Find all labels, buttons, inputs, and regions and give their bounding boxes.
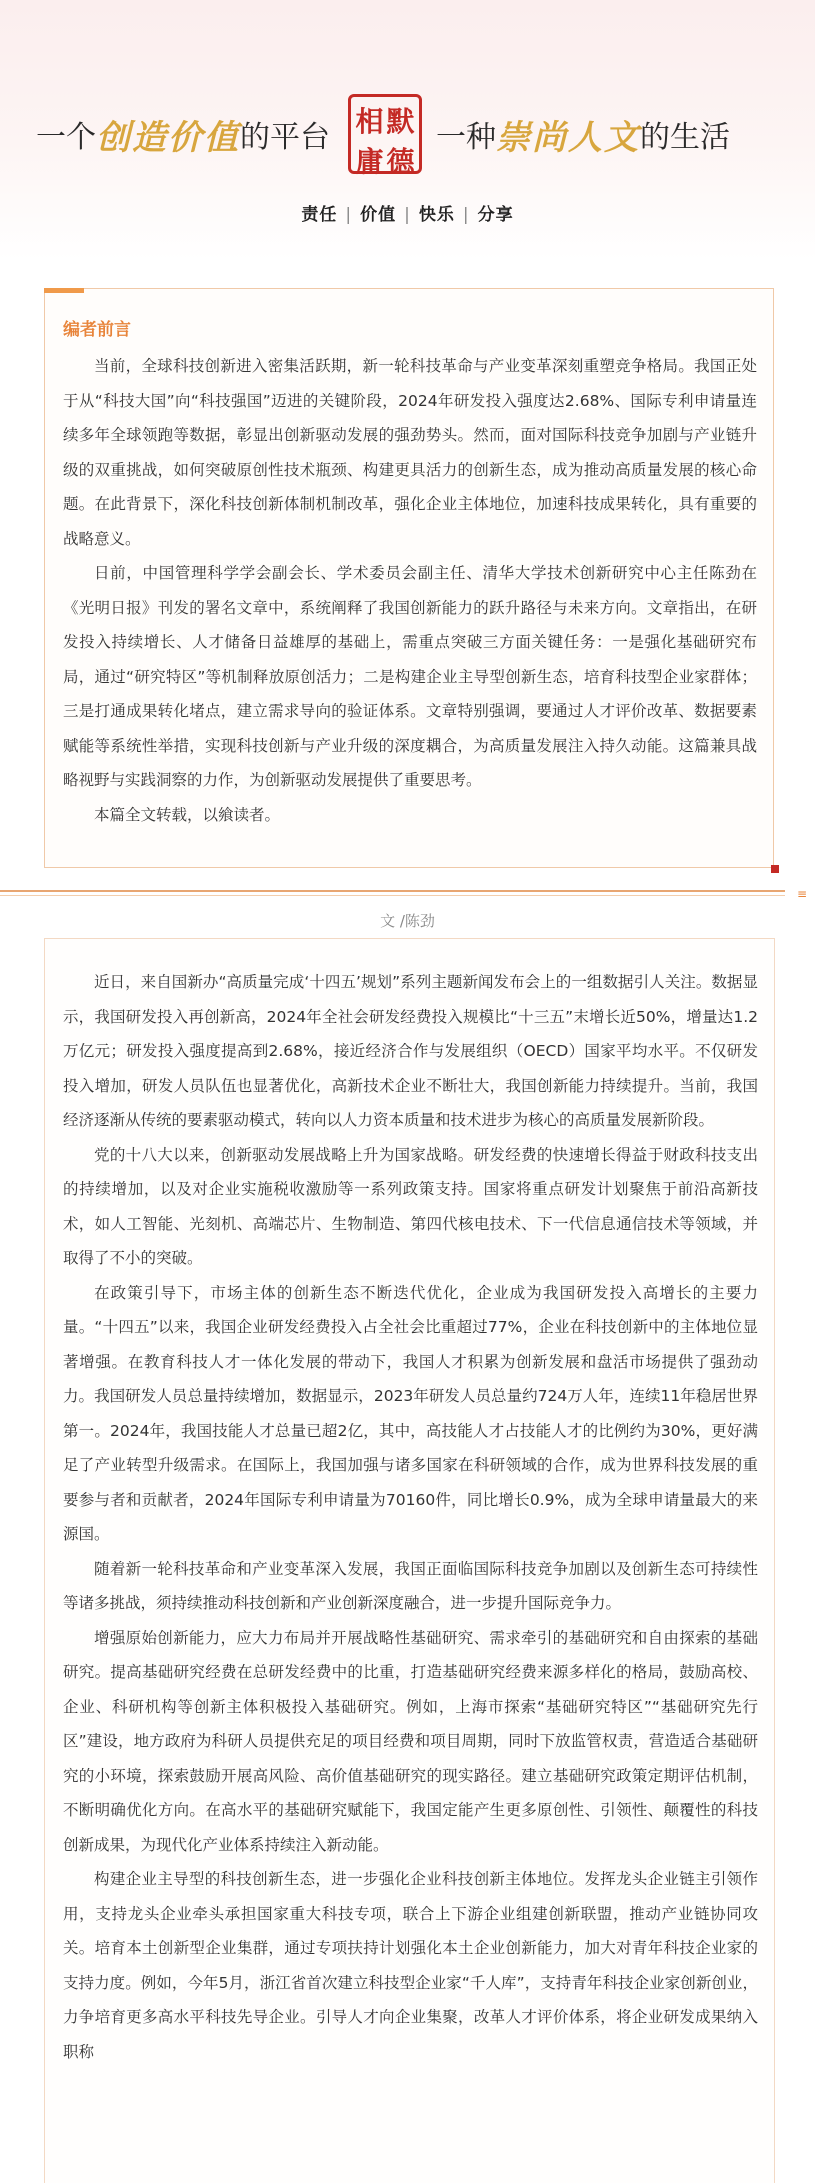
editor-note-body xyxy=(63,349,757,832)
slogan xyxy=(36,104,785,178)
article-paragraph: 增强原始创新能力，应大力布局并开展战略性基础研究、需求牵引的基础研究和自由探索的基础研究。提高基础研究经费在总研发经费中的比重，打造基础研究经费来源多样化的格局，鼓励高校、企业、科研机构等创新主体积极投入基础研究。例如，上海市探索“基础研究特区”“基础研究先行区”建设，地方政府为科研人员提供充足的项目经费和项目周期，同时下放监管权责，营造适合基础研究的小环境，探索鼓励开展高风险、高价值基础研究的现实路径。建立基础研究政策定期评估机制，不断明确优化方向。在高水平的基础研究赋能下，我国定能产生更多原创性、引领性、颠覆性的科技创新成果，为现代化产业体系持续注入新动能。 xyxy=(63,1628,758,1854)
slogan-right-highlight: 崇尚人文 xyxy=(496,117,640,158)
article-paragraph: 在政策引导下，市场主体的创新生态不断迭代优化，企业成为我国研发投入高增长的主要力量。“十四五”以来，我国企业研发经费投入占全社会比重超过77%，企业在科技创新中的主体地位显著增强。在教育科技人才一体化发展的带动下，我国人才积累为创新发展和盘活市场提供了强劲动力。我国研发人员总量持续增加，数据显示，2023年研发人员总量约724万人年，连续11年稳居世界第一。2024年，我国技能人才总量已超2亿，其中，高技能人才占技能人才的比例约为30%，更好满足了产业转型升级需求。在国际上，我国加强与诸多国家在科研领域的合作，成为世界科技发展的重要参与者和贡献者，2024年国际专利申请量为70160件，同比增长0.9%，成为全球申请量最大的来源国。 xyxy=(63,1283,758,1543)
tagline-separator: | xyxy=(345,205,353,225)
article-box xyxy=(44,938,775,2183)
brand-seal-logo xyxy=(348,94,422,178)
slogan-right-suffix: 的生活 xyxy=(640,120,730,155)
corner-accent xyxy=(771,865,779,873)
article-paragraph: 随着新一轮科技革命和产业变革深入发展，我国正面临国际科技竞争加剧以及创新生态可持续性等诸多挑战，须持续推动科技创新和产业创新深度融合，进一步提升国际竞争力。 xyxy=(63,1559,758,1612)
corner-accent xyxy=(44,288,84,293)
editor-note-paragraph: 日前，中国管理科学学会副会长、学术委员会副主任、清华大学技术创新研究中心主任陈劲在《光明日报》刊发的署名文章中，系统阐释了我国创新能力的跃升路径与未来方向。文章指出，在研发投入持续增长、人才储备日益雄厚的基础上，需重点突破三方面关键任务：一是强化基础研究布局，通过“研究特区”等机制释放原创活力；二是构建企业主导型创新生态，培育科技型企业家群体；三是打通成果转化堵点，建立需求导向的验证体系。文章特别强调，要通过人才评价改革、数据要素赋能等系统性举措，实现科技创新与产业升级的深度耦合，为高质量发展注入持久动能。这篇兼具战略视野与实践洞察的力作，为创新驱动发展提供了重要思考。 xyxy=(63,564,757,789)
slogan-right-prefix: 一种 xyxy=(436,120,496,155)
article-paragraph: 党的十八大以来，创新驱动发展战略上升为国家战略。研发经费的快速增长得益于财政科技支出的持续增加，以及对企业实施税收激励等一系列政策支持。国家将重点研发计划聚焦于前沿高新技术，如人工智能、光刻机、高端芯片、生物制造、第四代核电技术、下一代信息通信技术等领域，并取得了不小的突破。 xyxy=(63,1145,758,1267)
editor-note-paragraph: 当前，全球科技创新进入密集活跃期，新一轮科技革命与产业变革深刻重塑竞争格局。我国正处于从“科技大国”向“科技强国”迈进的关键阶段，2024年研发投入强度达2.68%、国际专利申请量连续多年全球领跑等数据，彰显出创新驱动发展的强劲势头。然而，面对国际科技竞争加剧与产业链升级的双重挑战，如何突破原创性技术瓶颈、构建更具活力的创新生态，成为推动高质量发展的核心命题。在此背景下，深化科技创新体制机制改革，强化企业主体地位，加速科技成果转化，具有重要的战略意义。 xyxy=(63,357,757,548)
tagline-item: 价值 xyxy=(360,205,397,225)
section-divider xyxy=(0,886,815,900)
header-banner xyxy=(0,0,815,260)
tagline-separator: | xyxy=(462,205,470,225)
article-paragraph: 构建企业主导型的科技创新生态，进一步强化企业科技创新主体地位。发挥龙头企业链主引领作用，支持龙头企业牵头承担国家重大科技专项，联合上下游企业组建创新联盟，推动产业链协同攻关。培育本土创新型企业集群，通过专项扶持计划强化本土企业创新能力，加大对青年科技企业家的支持力度。例如，今年5月，浙江省首次建立科技型企业家“千人库”，支持青年科技企业家创新创业，力争培育更多高水平科技先导企业。引导人才向企业集聚，改革人才评价体系，将企业研发成果纳入职称 xyxy=(63,1870,758,2061)
seal-char: 德 xyxy=(386,145,415,178)
tagline-separator: | xyxy=(404,205,411,225)
slogan-left-suffix: 的平台 xyxy=(240,120,330,155)
article-body xyxy=(63,965,758,2069)
tagline-item: 责任 xyxy=(301,205,338,225)
tagline-item: 快乐 xyxy=(418,205,455,225)
divider-end-mark: ≡ xyxy=(796,887,807,901)
seal-char: 相 xyxy=(355,105,384,138)
author-byline: 文 /陈劲 xyxy=(380,912,435,930)
slogan-left-prefix: 一个 xyxy=(36,120,96,155)
editor-note-title: 编者前言 xyxy=(63,320,131,340)
article-paragraph: 近日，来自国新办“高质量完成‘十四五’规划”系列主题新闻发布会上的一组数据引人关注。数据显示，我国研发投入再创新高，2024年全社会研发经费投入规模比“十三五”末增长近50%，增量达1.2万亿元；研发投入强度提高到2.68%，接近经济合作与发展组织（OECD）国家平均水平。不仅研发投入增加，研发人员队伍也显著优化，高新技术企业不断壮大，我国创新能力持续提升。当前，我国经济逐渐从传统的要素驱动模式，转向以人力资本质量和技术进步为核心的高质量发展新阶段。 xyxy=(63,973,758,1129)
tagline xyxy=(0,200,815,225)
seal-char: 庸 xyxy=(355,145,384,178)
editor-note-paragraph: 本篇全文转载，以飨读者。 xyxy=(94,805,281,824)
tagline-item: 分享 xyxy=(477,205,514,225)
slogan-left-highlight: 创造价值 xyxy=(96,117,240,158)
seal-char: 默 xyxy=(386,105,415,138)
editor-note-box xyxy=(44,288,774,868)
